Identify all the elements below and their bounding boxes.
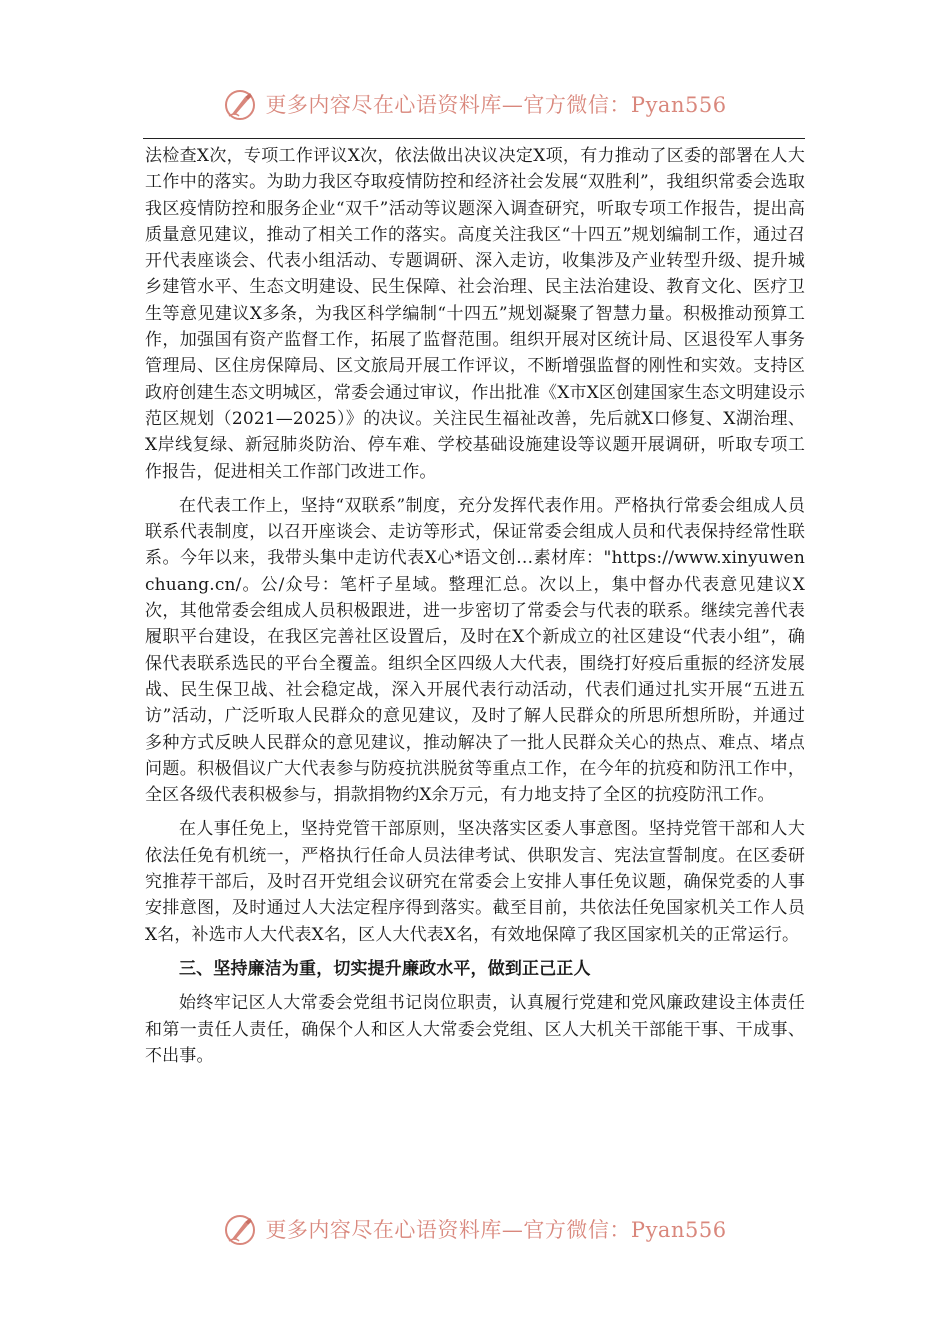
paragraph-personnel-appointment: 在人事任免上，坚持党管干部原则，坚决落实区委人事意图。坚持党管干部和人大依法任免有机统一，严格执行任命人员法律考试、供职发言、宪法宣誓制度。在区委研究推荐干部后，及时召开党组会议研究在常委会上安排人事任免议题，确保党委的人事安排意图，及时通过人大法定程序得到落实。截至目前，共依法任免国家机关工作人员X名，补选市人大代表X名，区人大代表X名，有效地保障了我区国家机关的正常运行。 bbox=[145, 819, 805, 945]
section-heading-3: 三、坚持廉洁为重，切实提升廉政水平，做到正己正人 bbox=[179, 958, 591, 979]
pen-quill-logo-icon bbox=[223, 1213, 257, 1247]
pen-quill-logo-icon bbox=[223, 88, 257, 122]
paragraph-integrity: 始终牢记区人大常委会党组书记岗位职责，认真履行党建和党风廉政建设主体责任和第一责任人责任，确保个人和区人大常委会党组、区人大机关干部能干事、干成事、不出事。 bbox=[145, 993, 805, 1066]
document-body bbox=[145, 143, 805, 1077]
header-divider bbox=[143, 138, 805, 139]
footer-banner bbox=[0, 1213, 950, 1247]
paragraph-supervision: 法检查X次，专项工作评议X次，依法做出决议决定X项，有力推动了区委的部署在人大工作中的落实。为助力我区夺取疫情防控和经济社会发展“双胜利”，我组织常委会选取我区疫情防控和服务企业“双千”活动等议题深入调查研究，听取专项工作报告，提出高质量意见建议，推动了相关工作的落实。高度关注我区“十四五”规划编制工作，通过召开代表座谈会、代表小组活动、专题调研、深入走访，收集涉及产业转型升级、提升城乡建管水平、生态文明建设、民生保障、社会治理、民主法治建设、教育文化、医疗卫生等意见建议X多条，为我区科学编制“十四五”规划凝聚了智慧力量。积极推动预算工作，加强国有资产监督工作，拓展了监督范围。组织开展对区统计局、区退役军人事务管理局、区住房保障局、区文旅局开展工作评议，不断增强监督的刚性和实效。支持区政府创建生态文明城区，常委会通过审议，作出批准《X市X区创建国家生态文明建设示范区规划（2021—2025）》的决议。关注民生福祉改善，先后就X口修复、X湖治理、X岸线复绿、新冠肺炎防治、停车难、学校基础设施建设等议题开展调研，听取专项工作报告，促进相关工作部门改进工作。 bbox=[145, 146, 805, 482]
footer-banner-text: 更多内容尽在心语资料库—官方微信：Pyan556 bbox=[265, 1218, 727, 1242]
header-banner-text: 更多内容尽在心语资料库—官方微信：Pyan556 bbox=[265, 93, 727, 117]
header-banner bbox=[0, 88, 950, 122]
paragraph-representative-work: 在代表工作上，坚持“双联系”制度，充分发挥代表作用。严格执行常委会组成人员联系代表制度，以召开座谈会、走访等形式，保证常委会组成人员和代表保持经常性联系。今年以来，我带头集中走访代表X心*语文创…素材库："https://www.xinyuwenchuang.cn/。公/众号：笔杆子星域。整理汇总。次以上，集中督办代表意见建议X次，其他常委会组成人员积极跟进，进一步密切了常委会与代表的联系。继续完善代表履职平台建设，在我区完善社区设置后，及时在X个新成立的社区建设“代表小组”，确保代表联系选民的平台全覆盖。组织全区四级人大代表，围绕打好疫后重振的经济发展战、民生保卫战、社会稳定战，深入开展代表行动活动，代表们通过扎实开展“五进五访”活动，广泛听取人民群众的意见建议，及时了解人民群众的所思所想所盼，并通过多种方式反映人民群众的意见建议，推动解决了一批人民群众关心的热点、难点、堵点问题。积极倡议广大代表参与防疫抗洪脱贫等重点工作，在今年的抗疫和防汛工作中，全区各级代表积极参与，捐款捐物约X余万元，有力地支持了全区的抗疫防汛工作。 bbox=[145, 495, 805, 806]
